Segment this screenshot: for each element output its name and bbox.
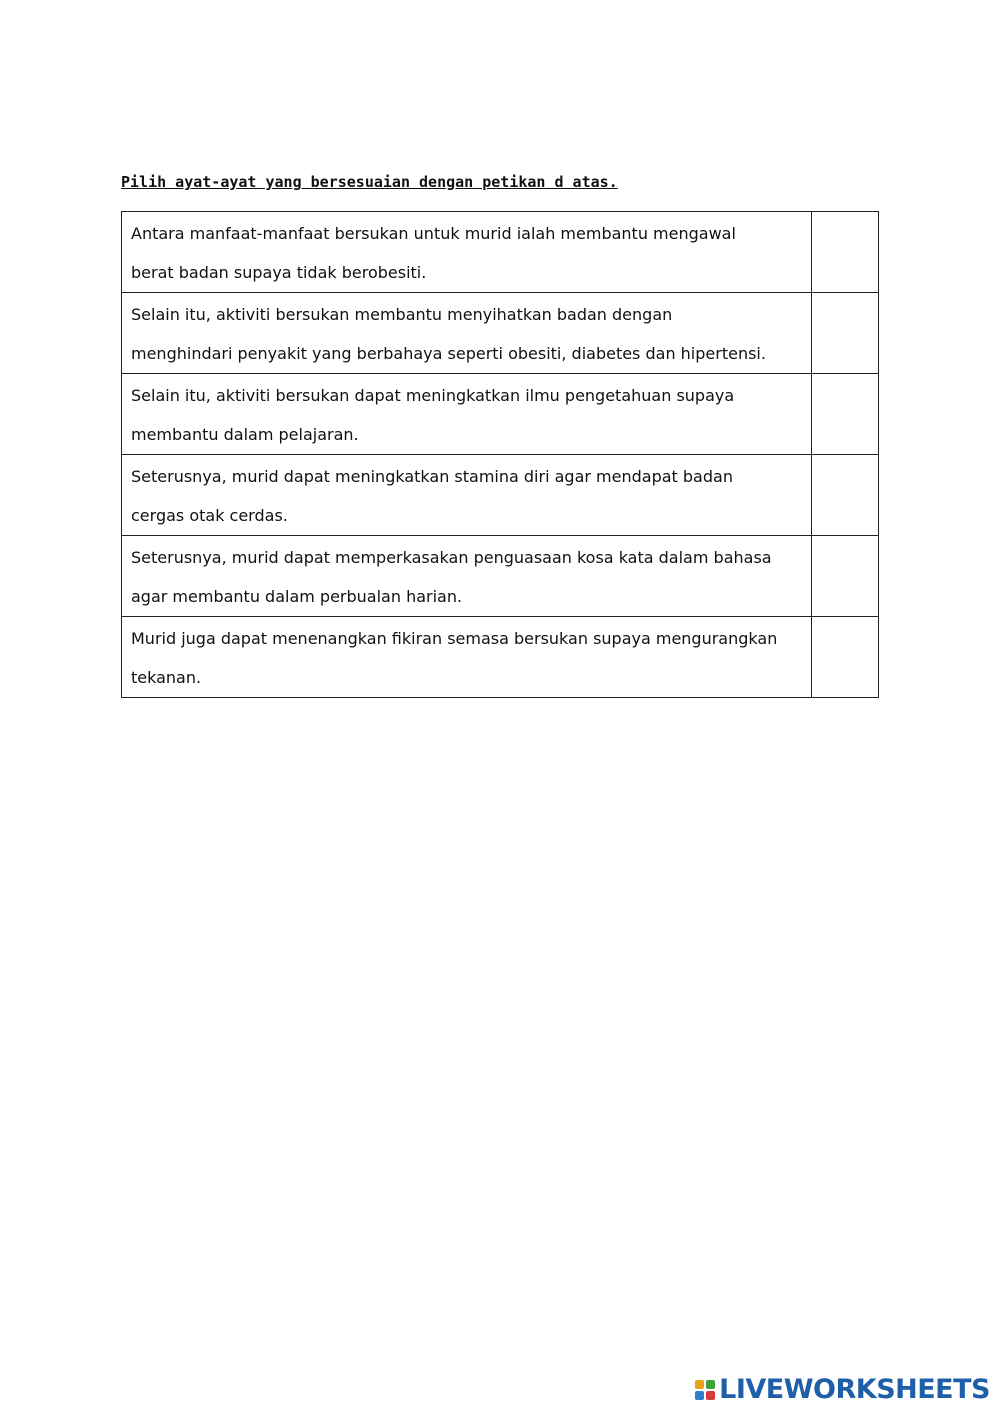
answer-checkbox-cell[interactable]	[812, 617, 879, 698]
logo-square-icon	[706, 1380, 715, 1389]
statements-table	[121, 211, 879, 698]
statement-row	[122, 374, 879, 455]
liveworksheets-logo	[695, 1374, 990, 1405]
answer-checkbox-cell[interactable]	[812, 212, 879, 293]
statement-text	[122, 536, 812, 617]
liveworksheets-logo-text: LIVEWORKSHEETS	[719, 1374, 990, 1405]
logo-square-icon	[695, 1391, 704, 1400]
statement-row	[122, 212, 879, 293]
statement-line: Seterusnya, murid dapat memperkasakan penguasaan kosa kata dalam bahasa	[131, 548, 772, 567]
statement-text	[122, 374, 812, 455]
logo-square-icon	[706, 1391, 715, 1400]
instruction-heading: Pilih ayat-ayat yang bersesuaian dengan petikan d atas.	[121, 173, 618, 191]
liveworksheets-logo-icon	[695, 1380, 715, 1400]
statement-line: Murid juga dapat menenangkan fikiran semasa bersukan supaya mengurangkan	[131, 629, 778, 648]
statement-line: Antara manfaat-manfaat bersukan untuk murid ialah membantu mengawal	[131, 224, 736, 243]
statement-line: cergas otak cerdas.	[131, 506, 288, 525]
statement-row	[122, 455, 879, 536]
answer-checkbox-cell[interactable]	[812, 536, 879, 617]
answer-checkbox-cell[interactable]	[812, 293, 879, 374]
statement-row	[122, 293, 879, 374]
statement-line: membantu dalam pelajaran.	[131, 425, 359, 444]
logo-square-icon	[695, 1380, 704, 1389]
statement-text	[122, 212, 812, 293]
statement-line: berat badan supaya tidak berobesiti.	[131, 263, 427, 282]
statement-line: Seterusnya, murid dapat meningkatkan stamina diri agar mendapat badan	[131, 467, 733, 486]
statement-text	[122, 293, 812, 374]
answer-checkbox-cell[interactable]	[812, 455, 879, 536]
answer-checkbox-cell[interactable]	[812, 374, 879, 455]
statement-text	[122, 455, 812, 536]
statement-line: menghindari penyakit yang berbahaya seperti obesiti, diabetes dan hipertensi.	[131, 344, 766, 363]
statement-text	[122, 617, 812, 698]
statement-line: Selain itu, aktiviti bersukan dapat meningkatkan ilmu pengetahuan supaya	[131, 386, 735, 405]
statement-line: Selain itu, aktiviti bersukan membantu menyihatkan badan dengan	[131, 305, 673, 324]
statement-line: agar membantu dalam perbualan harian.	[131, 587, 463, 606]
statement-row	[122, 617, 879, 698]
statement-line: tekanan.	[131, 668, 202, 687]
statement-row	[122, 536, 879, 617]
